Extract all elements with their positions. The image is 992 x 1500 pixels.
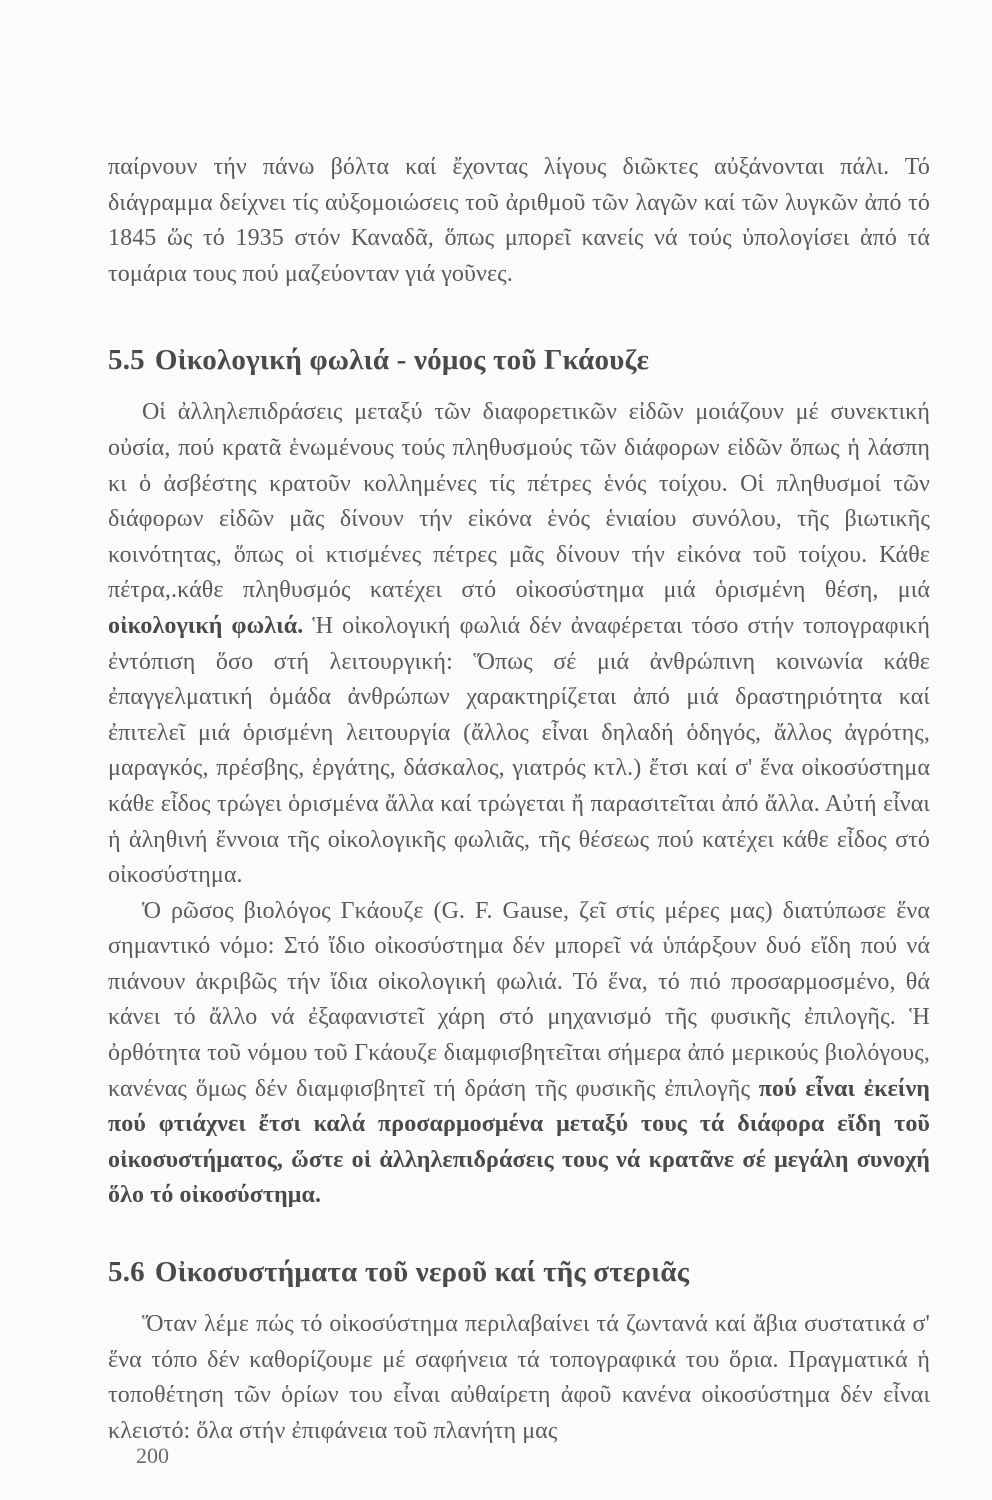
section-5-6-number: 5.6 xyxy=(108,1256,145,1289)
section-5-6-heading xyxy=(108,1256,930,1289)
paragraph-1-text-b: Ἡ οἰκολογική φωλιά δέν ἀναφέρεται τόσο στήν τοπογραφική ἐντόπιση ὅσο στή λειτουργική: Ὅπως σέ μιά ἀνθρώπινη κοινωνία κάθε ἐπαγγελματική ὁμάδα ἀνθρώπων χαρακτηρίζεται ἀπό μιά δραστηριότητα καί ἐπιτελεῖ μιά ὁρισμένη λειτουργία (ἄλλος εἶναι δηλαδή ὁδηγός, ἄλλος ἀγρότης, μαραγκός, πρέσβης, ἐργάτης, δάσκαλος, γιατρός κτλ.) ἔτσι καί σ' ἕνα οἰκοσύστημα κάθε εἶδος τρώγει ὁρισμένα ἄλλα καί τρώγεται ἤ παρασιτεῖται ἀπό ἄλλα. Αὐτή εἶναι ἡ ἀληθινή ἔννοια τῆς οἰκολογικῆς φωλιᾶς, τῆς θέσεως πού κατέχει κάθε εἶδος στό οἰκοσύστημα. xyxy=(108,612,930,889)
section-5-5-number: 5.5 xyxy=(108,344,145,377)
intro-paragraph: παίρνουν τήν πάνω βόλτα καί ἔχοντας λίγους διῶκτες αὐξάνονται πάλι. Τό διάγραμμα δείχνει τίς αὐξομοιώσεις τοῦ ἀριθμοῦ τῶν λαγῶν καί τῶν λυγκῶν ἀπό τό 1845 ὥς τό 1935 στόν Καναδᾶ, ὅπως μπορεῖ κανείς νά τούς ὑπολογίσει ἀπό τά τομάρια τους πού μαζεύονταν γιά γοῦνες. xyxy=(108,154,930,287)
paragraph-1-emphasis: οἰκολογική φωλιά. xyxy=(108,612,304,639)
section-5-5-paragraph-2 xyxy=(108,894,930,1214)
section-5-6-title: Οἰκοσυστήματα τοῦ νεροῦ καί τῆς στεριᾶς xyxy=(154,1256,690,1289)
page-number: 200 xyxy=(136,1443,169,1468)
paragraph-2-text-a: Ὁ ρῶσος βιολόγος Γκάουζε (G. F. Gause, ζεῖ στίς μέρες μας) διατύπωσε ἕνα σημαντικό νόμο: Στό ἴδιο οἰκοσύστημα δέν μπορεῖ νά ὑπάρξουν δυό εἴδη πού νά πιάνουν ἀκριβῶς τήν ἴδια οἰκολογική φωλιά. Τό ἕνα, τό πιό προσαρμοσμένο, θά κάνει τό ἄλλο νά ἐξαφανιστεῖ χάρη στό μηχανισμό τῆς φυσικῆς ἐπιλογῆς. Ἡ ὀρθότητα τοῦ νόμου τοῦ Γκάουζε διαμφισβητεῖται σήμερα ἀπό μερικούς βιολόγους, κανένας ὅμως δέν διαμφισβητεῖ τή δράση τῆς φυσικῆς ἐπιλογῆς xyxy=(108,897,930,1102)
paragraph-2-emphasis: πού εἶναι ἐκείνη πού φτιάχνει ἔτσι καλά προσαρμοσμένα μεταξύ τους τά διάφορα εἴδη τοῦ οἰκοσυστήματος, ὥστε οἱ ἀλληλεπιδράσεις τους νά κρατᾶνε σέ μεγάλη συνοχή ὅλο τό οἰκοσύστημα. xyxy=(108,1075,930,1209)
paragraph-1-text-a: Οἱ ἀλληλεπιδράσεις μεταξύ τῶν διαφορετικῶν εἰδῶν μοιάζουν μέ συνεκτική οὐσία, πού κρατᾶ ἑνωμένους τούς πληθυσμούς τῶν διάφορων εἰδῶν ὅπως ἡ λάσπη κι ὁ ἀσβέστης κρατοῦν κολλημένες τίς πέτρες ἑνός τοίχου. Οἱ πληθυσμοί τῶν διάφορων εἰδῶν μᾶς δίνουν τήν εἰκόνα ἑνός ἑνιαίου συνόλου, τῆς βιωτικῆς κοινότητας, ὅπως οἱ κτισμένες πέτρες μᾶς δίνουν τήν εἰκόνα τοῦ τοίχου. Κάθε πέτρα,.κάθε πληθυσμός κατέχει στό οἰκοσύστημα μιά ὁρισμένη θέση, μιά xyxy=(108,399,930,604)
section-5-5-title: Οἰκολογική φωλιά - νόμος τοῦ Γκάουζε xyxy=(154,344,650,377)
section-5-5-heading xyxy=(108,344,930,377)
section-5-6-paragraph-1: Ὅταν λέμε πώς τό οἰκοσύστημα περιλαβαίνει τά ζωντανά καί ἄβια συστατικά σ' ἕνα τόπο δέν καθορίζουμε μέ σαφήνεια τά τοπογραφικά του ὅρια. Πραγματικά ἡ τοποθέτηση τῶν ὁρίων του εἶναι αὐθαίρετη ἀφοῦ κανένα οἰκοσύστημα δέν εἶναι κλειστό: ὅλα στήν ἐπιφάνεια τοῦ πλανήτη μας xyxy=(108,1311,930,1444)
section-5-5-paragraph-1 xyxy=(108,395,930,893)
